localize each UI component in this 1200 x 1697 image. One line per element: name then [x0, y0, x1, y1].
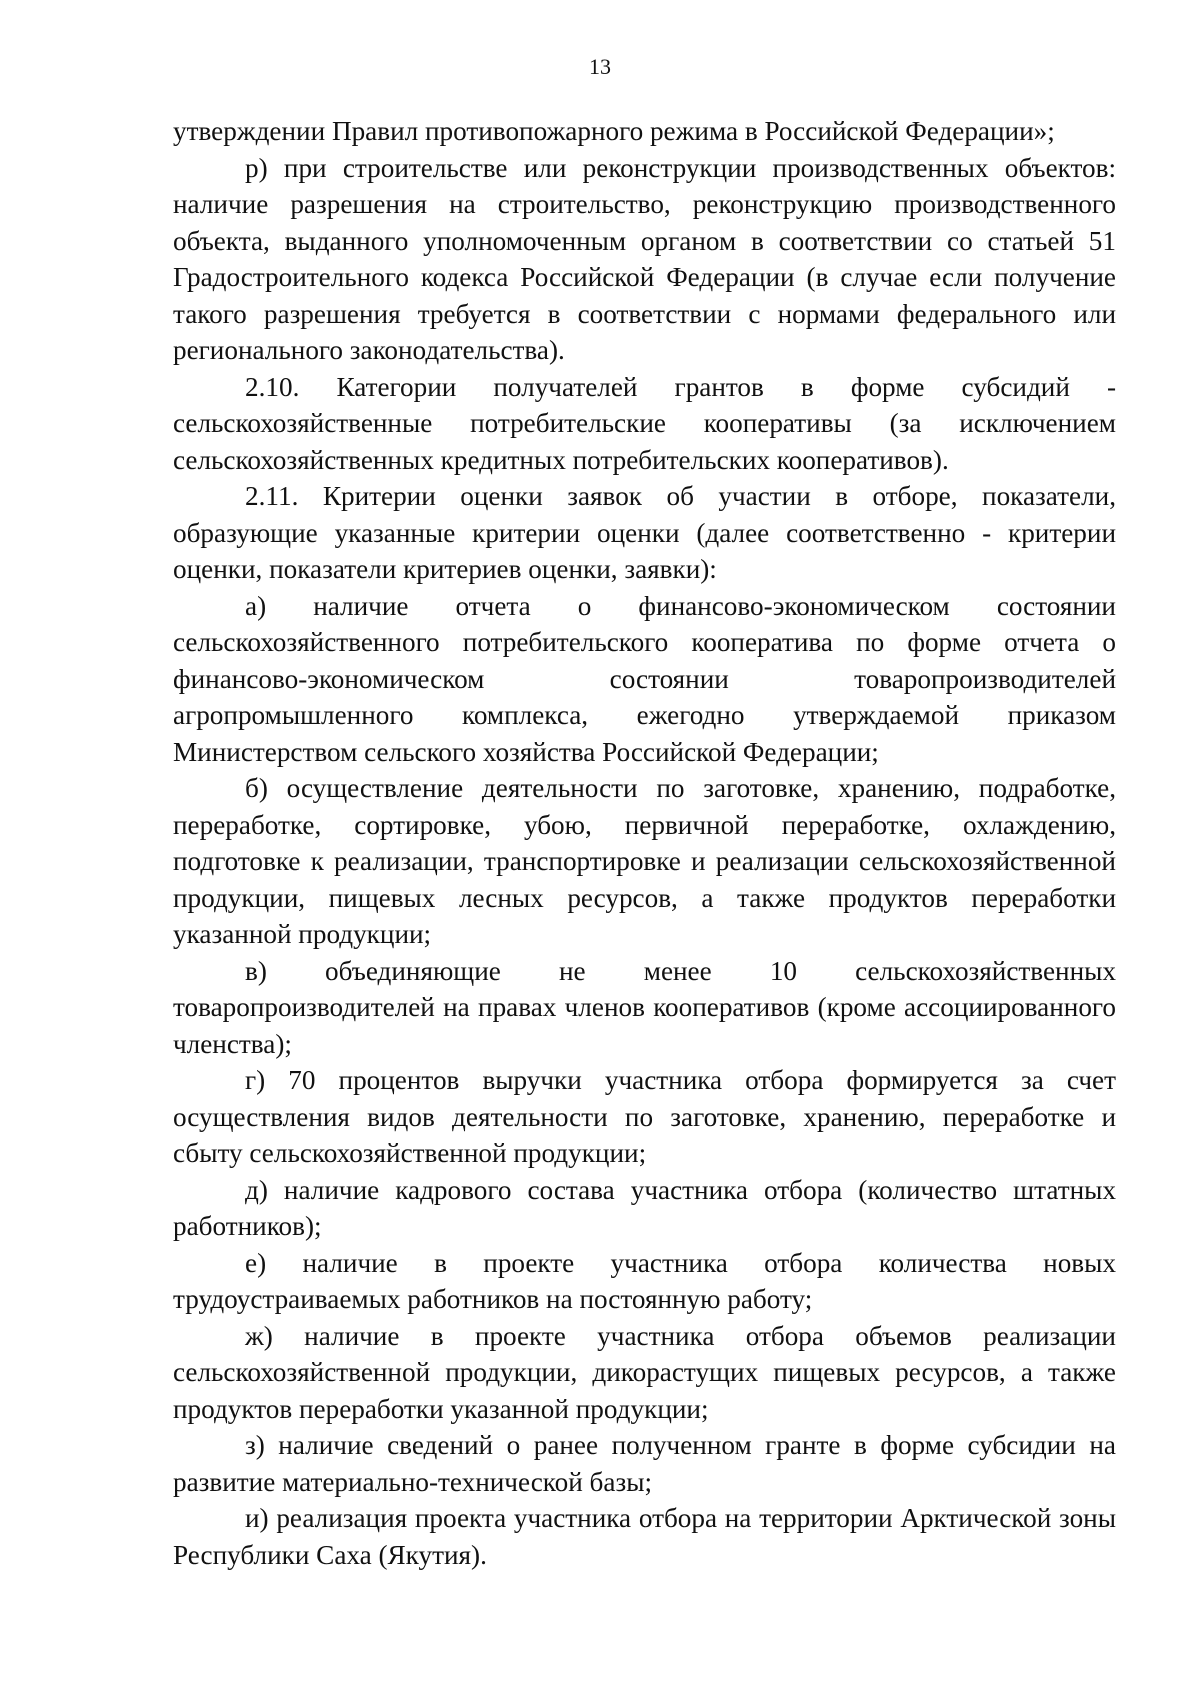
paragraph-item-b: б) осуществление деятельности по заготовке, хранению, подработке, переработке, сортировке, убою, первичной переработке, охлаждению, подготовке к реализации, транспортировке и реализации сельскохозяйственной продукции, пищевых лесных ресурсов, а также продуктов переработки указанной продукции;	[173, 773, 1116, 949]
paragraph-2-10: 2.10. Категории получателей грантов в форме субсидий - сельскохозяйственные потребительские кооперативы (за исключением сельскохозяйственных кредитных потребительских кооперативов).	[173, 371, 1116, 475]
paragraph-item-g: г) 70 процентов выручки участника отбора формируется за счет осуществления видов деятельности по заготовке, хранению, переработке и сбыту сельскохозяйственной продукции;	[173, 1065, 1116, 1168]
paragraph-item-v: в) объединяющие не менее 10 сельскохозяйственных товаропроизводителей на правах членов кооперативов (кроме ассоциированного членства);	[173, 955, 1116, 1059]
paragraph-item-r: р) при строительстве или реконструкции производственных объектов: наличие разрешения на строительство, реконструкцию производственного объекта, выданного уполномоченным органом в соответствии со статьей 51 Градостроительного кодекса Российской Федерации (в случае если получение такого разрешения требуется в соответствии с нормами федерального или регионального законодательства).	[173, 152, 1116, 365]
page-number: 13	[589, 54, 611, 79]
paragraph-item-z: з) наличие сведений о ранее полученном гранте в форме субсидии на развитие материально-технической базы;	[173, 1430, 1116, 1497]
paragraph-item-zh: ж) наличие в проекте участника отбора объемов реализации сельскохозяйственной продукции, дикорастущих пищевых ресурсов, а также продуктов переработки указанной продукции;	[173, 1320, 1116, 1424]
paragraph-item-d: д) наличие кадрового состава участника отбора (количество штатных работников);	[173, 1174, 1116, 1241]
paragraph-item-e: е) наличие в проекте участника отбора количества новых трудоустраиваемых работников на постоянную работу;	[173, 1247, 1116, 1314]
document-body	[173, 113, 1116, 1573]
paragraph-2-11: 2.11. Критерии оценки заявок об участии в отборе, показатели, образующие указанные критерии оценки (далее соответственно - критерии оценки, показатели критериев оценки, заявки):	[173, 481, 1116, 584]
paragraph-item-a: а) наличие отчета о финансово-экономическом состоянии сельскохозяйственного потребительского кооператива по форме отчета о финансово-экономическом состоянии товаропроизводителей агропромышленного комплекса, ежегодно утверждаемой приказом Министерством сельского хозяйства Российской Федерации;	[173, 590, 1116, 767]
paragraph-item-i: и) реализация проекта участника отбора на территории Арктической зоны Республики Саха (Якутия).	[173, 1503, 1116, 1570]
paragraph-continuation: утверждении Правил противопожарного режима в Российской Федерации»;	[173, 116, 1055, 146]
